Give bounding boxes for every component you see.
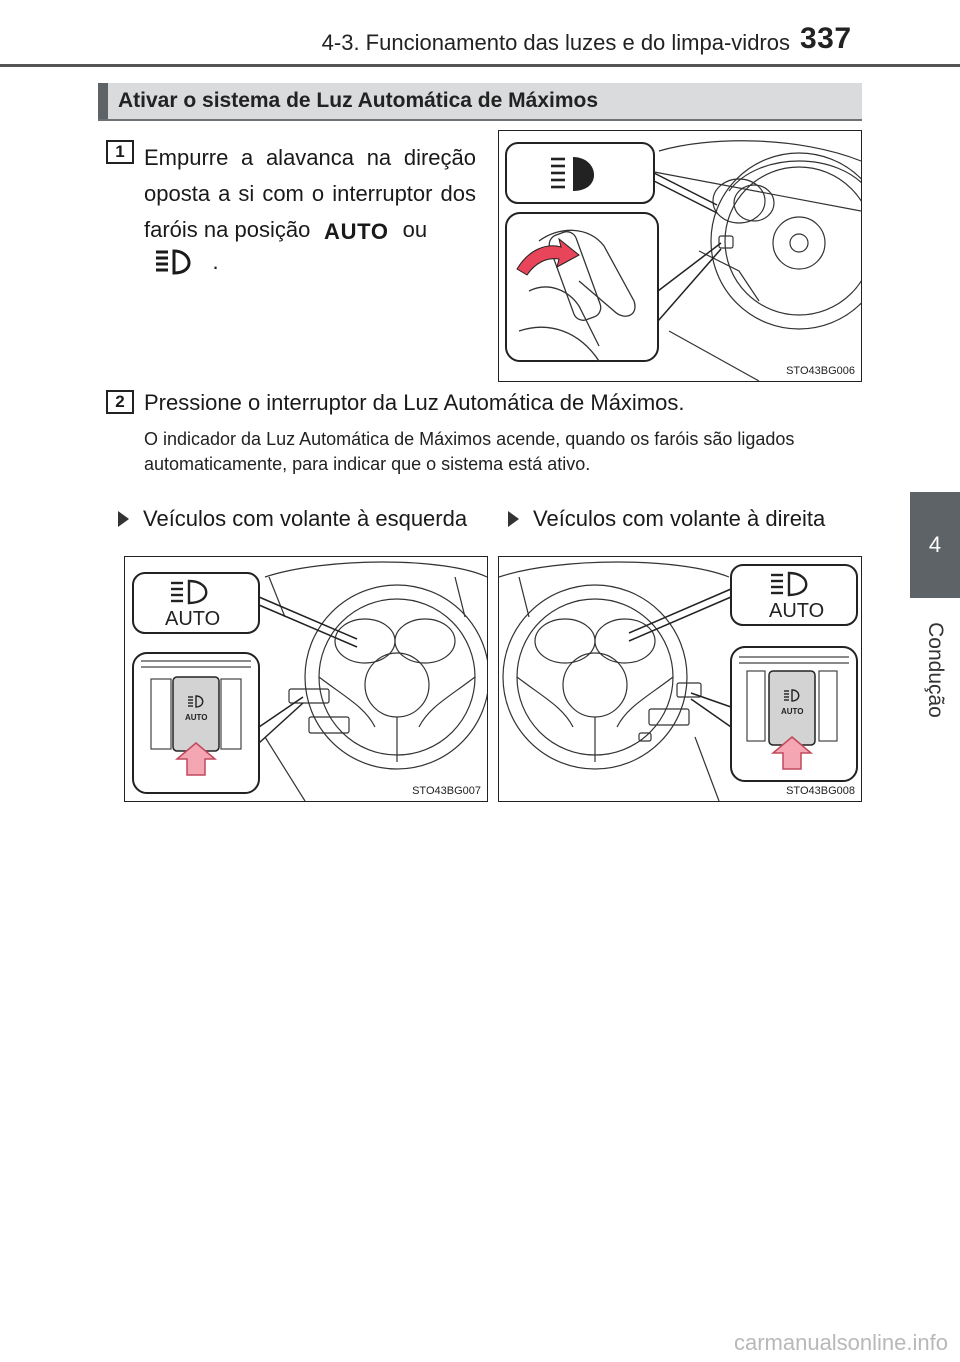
- step-1-headlight-icon-line: [154, 248, 219, 276]
- watermark: carmanualsonline.info: [733, 1330, 948, 1355]
- lever-illustration: [499, 131, 861, 381]
- step-1-or: ou: [402, 217, 428, 242]
- auto-symbol-text: AUTO: [324, 219, 389, 245]
- figure-3-id: STO43BG008: [786, 785, 855, 797]
- section-title-bar: [98, 83, 862, 121]
- step-2-description: O indicador da Luz Automática de Máximos acende, quando os faróis são ligados automaticamente, para indicar que o sistema está ativo.: [144, 429, 795, 474]
- variant-right-label: [508, 506, 825, 532]
- step-1-end: .: [212, 249, 219, 274]
- header-title: 4-3. Funcionamento das luzes e do limpa-vidros: [321, 30, 790, 55]
- left-hand-drive-illustration: [125, 557, 487, 801]
- chapter-tab: [910, 492, 960, 598]
- step-1-badge: 1: [106, 140, 134, 164]
- right-hand-drive-illustration: [499, 557, 861, 801]
- high-beam-headlight-icon: [154, 248, 198, 276]
- variant-right-text: Veículos com volante à direita: [533, 506, 826, 531]
- chapter-number: 4: [928, 532, 942, 557]
- auto-symbol-icon: [316, 218, 396, 244]
- page-number: 337: [800, 22, 852, 55]
- variant-left-text: Veículos com volante à esquerda: [143, 506, 468, 531]
- step-1-text: [144, 140, 476, 248]
- figure-1-id: STO43BG006: [786, 365, 855, 377]
- variant-left-label: [118, 506, 467, 532]
- figure-2-id: STO43BG007: [412, 785, 481, 797]
- header-rule: [0, 64, 960, 67]
- section-bar-accent: [98, 83, 108, 119]
- step-2-badge: 2: [106, 390, 134, 414]
- bullet-triangle-icon: [118, 511, 129, 527]
- bullet-triangle-icon: [508, 511, 519, 527]
- fig3-auto-text: AUTO: [769, 600, 825, 622]
- section-title: Ativar o sistema de Luz Automática de Máximos: [118, 89, 599, 112]
- fig2-switch-auto-text: AUTO: [185, 713, 208, 722]
- fig3-switch-auto-text: AUTO: [781, 707, 804, 716]
- figure-lever-illustration: [498, 130, 862, 382]
- figure-right-hand-drive: [498, 556, 862, 802]
- step-2-text: Pressione o interruptor da Luz Automática de Máximos.: [144, 390, 685, 415]
- chapter-label: Condução: [924, 622, 947, 718]
- fig2-auto-text: AUTO: [165, 608, 221, 630]
- chapter-label-container: [910, 600, 960, 740]
- figure-left-hand-drive: [124, 556, 488, 802]
- step-1-text-main: Empurre a alavanca na direção oposta a si com o interruptor dos faróis na posição: [144, 145, 476, 242]
